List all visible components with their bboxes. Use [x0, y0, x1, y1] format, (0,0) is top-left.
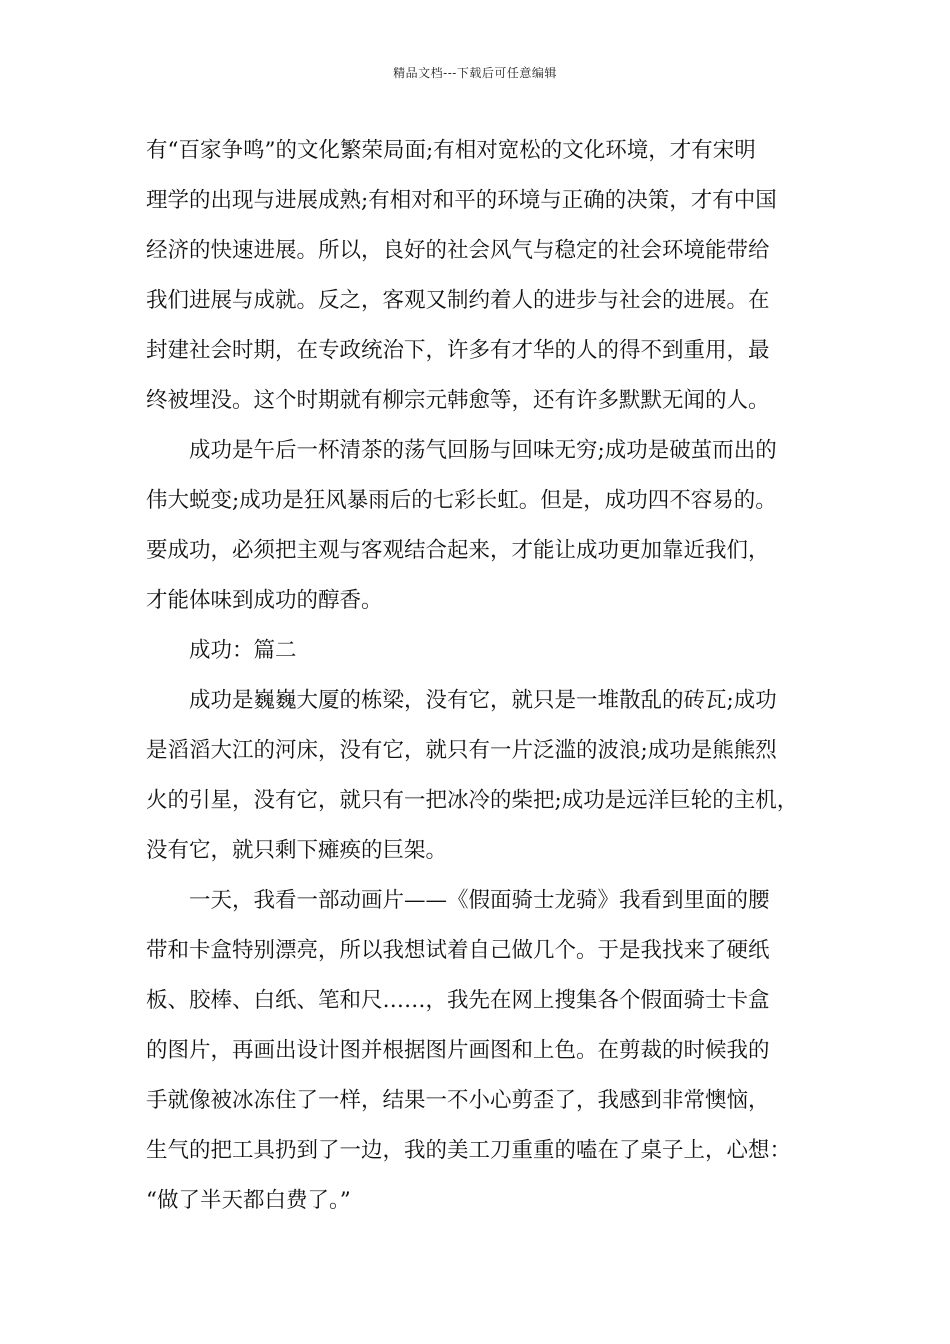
text-line: 我们进展与成就。反之，客观又制约着人的进步与社会的进展。在: [146, 288, 770, 313]
text-line: “做了半天都白费了。”: [146, 1188, 351, 1213]
text-line: 板、胶棒、白纸、笔和尺……，我先在网上搜集各个假面骑士卡盒: [146, 988, 770, 1013]
text-line: 生气的把工具扔到了一边，我的美工刀重重的嗑在了桌子上，心想：: [146, 1138, 792, 1163]
text-line: 是滔滔大江的河床，没有它，就只有一片泛滥的波浪;成功是熊熊烈: [146, 738, 777, 763]
text-line: 经济的快速进展。所以，良好的社会风气与稳定的社会环境能带给: [146, 238, 770, 263]
paragraph-first-line: 成功是巍巍大厦的栋梁，没有它，就只是一堆散乱的砖瓦;成功: [189, 688, 777, 713]
text-line: 理学的出现与进展成熟;有相对和平的环境与正确的决策，才有中国: [146, 188, 777, 213]
paragraph-first-line: 一天，我看一部动画片——《假面骑士龙骑》我看到里面的腰: [189, 888, 770, 913]
page-header: 精品文档---下载后可任意编辑: [393, 66, 557, 80]
text-line: 没有它，就只剩下瘫痪的巨架。: [146, 838, 448, 863]
text-line: 火的引星，没有它，就只有一把冰冷的柴把;成功是远洋巨轮的主机，: [146, 788, 799, 813]
text-line: 手就像被冰冻住了一样，结果一不小心剪歪了，我感到非常懊恼，: [146, 1088, 770, 1113]
paragraph-first-line: 成功是午后一杯清茶的荡气回肠与回味无穷;成功是破茧而出的: [189, 438, 777, 463]
text-line: 伟大蜕变;成功是狂风暴雨后的七彩长虹。但是，成功四不容易的。: [146, 488, 777, 513]
body-text: [146, 126, 812, 1226]
section-heading: 成功：篇二: [189, 638, 297, 663]
text-line: 有“百家争鸣”的文化繁荣局面;有相对宽松的文化环境，才有宋明: [146, 138, 756, 163]
text-line: 才能体味到成功的醇香。: [146, 588, 383, 613]
text-line: 封建社会时期，在专政统治下，许多有才华的人的得不到重用，最: [146, 338, 770, 363]
text-line: 要成功，必须把主观与客观结合起来，才能让成功更加靠近我们，: [146, 538, 770, 563]
text-line: 终被埋没。这个时期就有柳宗元韩愈等，还有许多默默无闻的人。: [146, 388, 770, 413]
text-line: 带和卡盒特别漂亮，所以我想试着自己做几个。于是我找来了硬纸: [146, 938, 770, 963]
text-line: 的图片，再画出设计图并根据图片画图和上色。在剪裁的时候我的: [146, 1038, 770, 1063]
